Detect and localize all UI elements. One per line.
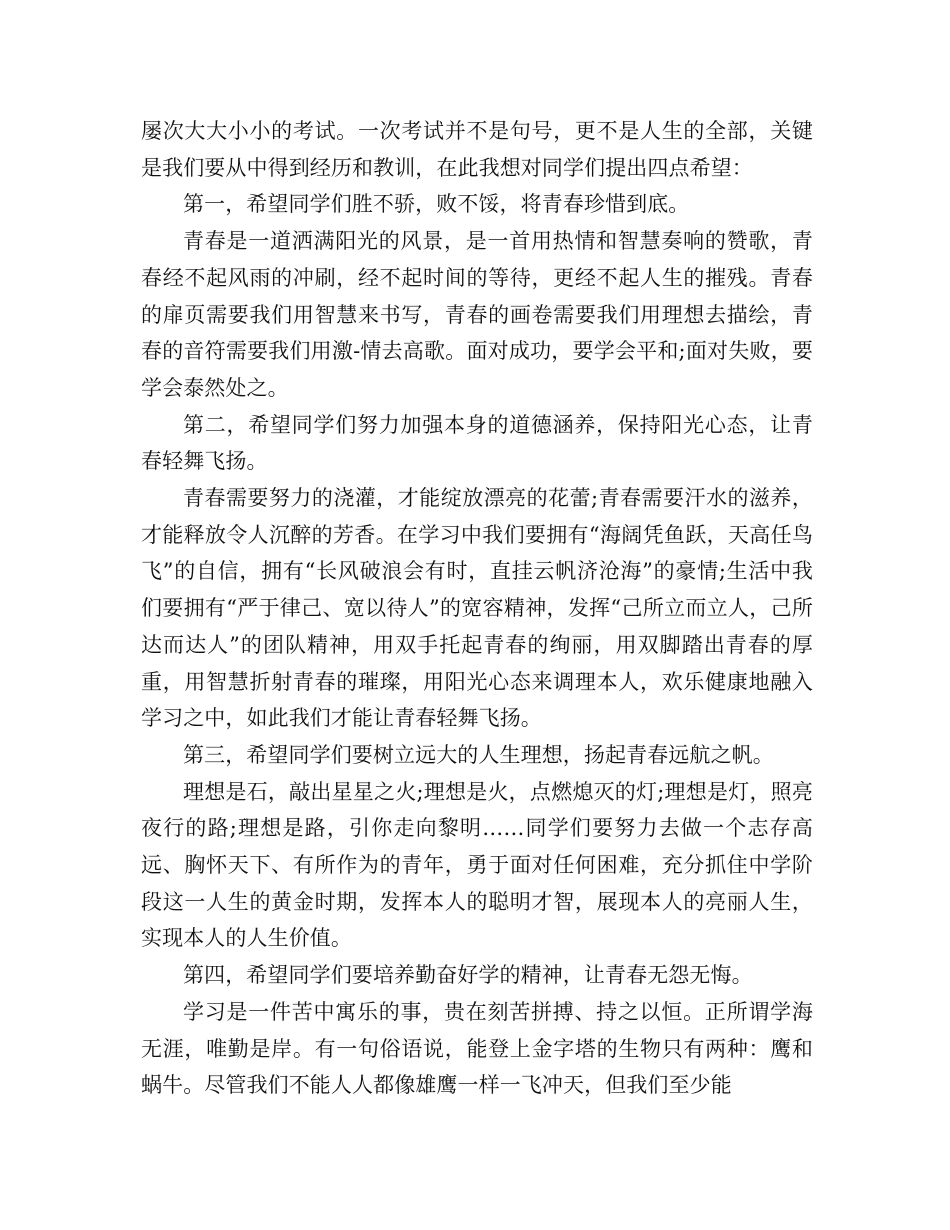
document-body [141, 113, 813, 1104]
paragraph-hope-three-heading: 第三，希望同学们要树立远大的人生理想，扬起青春远航之帆。 [183, 742, 774, 767]
paragraph-hope-one-body: 青春是一道洒满阳光的风景，是一首用热情和智慧奏响的赞歌，青春经不起风雨的冲刷，经不起时间的等待，更经不起人生的摧残。青春的扉页需要我们用智慧来书写，青春的画卷需要我们用理想去描绘，青春的音符需要我们用激-情去高歌。面对成功，要学会平和;面对失败，要学会泰然处之。 [141, 229, 813, 400]
paragraph-hope-four-body: 学习是一件苦中寓乐的事，贵在刻苦拼搏、持之以恒。正所谓学海无涯，唯勤是岸。有一句俗语说，能登上金字塔的生物只有两种：鹰和蜗牛。尽管我们不能人人都像雄鹰一样一飞冲天，但我们至少能 [141, 999, 813, 1098]
paragraph-continuation: 屡次大大小小的考试。一次考试并不是句号，更不是人生的全部，关键是我们要从中得到经历和教训，在此我想对同学们提出四点希望： [141, 119, 813, 180]
paragraph-hope-two-body: 青春需要努力的浇灌，才能绽放漂亮的花蕾;青春需要汗水的滋养，才能释放令人沉醉的芳香。在学习中我们要拥有“海阔凭鱼跃，天高任鸟飞”的自信，拥有“长风破浪会有时，直挂云帆济沧海”的豪情;生活中我们要拥有“严于律己、宽以待人”的宽容精神，发挥“己所立而立人，己所达而达人”的团队精神，用双手托起青春的绚丽，用双脚踏出青春的厚重，用智慧折射青春的璀璨，用阳光心态来调理本人，欢乐健康地融入学习之中，如此我们才能让青春轻舞飞扬。 [141, 486, 813, 731]
paragraph-hope-one-heading: 第一，希望同学们胜不骄，败不馁，将青春珍惜到底。 [183, 192, 690, 217]
paragraph-hope-four-heading: 第四，希望同学们要培养勤奋好学的精神，让青春无怨无悔。 [183, 963, 753, 988]
paragraph-hope-three-body: 理想是石，敲出星星之火;理想是火，点燃熄灭的灯;理想是灯，照亮夜行的路;理想是路，引你走向黎明……同学们要努力去做一个志存高远、胸怀天下、有所作为的青年，勇于面对任何困难，充分抓住中学阶段这一人生的黄金时期，发挥本人的聪明才智，展现本人的亮丽人生，实现本人的人生价值。 [141, 779, 813, 951]
paragraph-hope-two-heading: 第二，希望同学们努力加强本身的道德涵养，保持阳光心态，让青春轻舞飞扬。 [141, 412, 813, 474]
